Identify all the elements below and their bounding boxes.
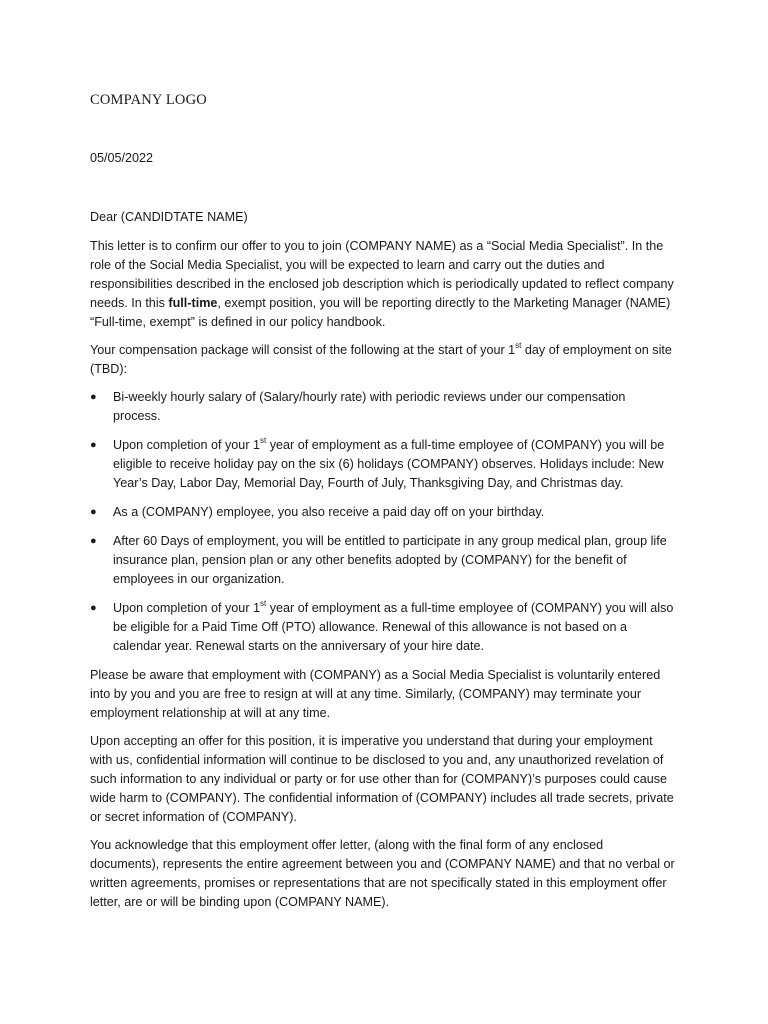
- list-item: ● Bi-weekly hourly salary of (Salary/hourly rate) with periodic reviews under our compensation process.: [90, 390, 626, 423]
- intro-paragraph: This letter is to confirm our offer to you to join (COMPANY NAME) as a “Social Media Specialist”. In the role of the Social Media Specialist, you will be expected to learn and carry out the duties and responsibilities described in the enclosed job description which is periodically updated to reflect company needs. In this full-time, exempt position, you will be reporting directly to the Marketing Manager (NAME) “Full-time, exempt” is defined in our policy handbook.: [90, 239, 674, 329]
- confidentiality-paragraph: Upon accepting an offer for this position, it is imperative you understand that during your employment with us, confidential information will continue to be disclosed to you and, any unauthorized revelation of such information to any individual or party or for use other than for (COMPANY)’s purposes could cause wide harm to (COMPANY). The confidential information of (COMPANY) includes all trade secrets, private or secret information of (COMPANY).: [90, 734, 674, 824]
- list-item: ● Upon completion of your 1st year of employment as a full-time employee of (COMPANY) you will also be eligible for a Paid Time Off (PTO) allowance. Renewal of this allowance is not based on a calendar year. Renewal starts on the anniversary of your hire date.: [90, 599, 674, 653]
- bullet-icon: ●: [90, 535, 97, 547]
- acknowledgement-paragraph: You acknowledge that this employment offer letter, (along with the final form of any enclosed documents), represents the entire agreement between you and (COMPANY NAME) and that no verbal or written agreements, promises or representations that are not specifically stated in this employment offer letter, are or will be binding upon (COMPANY NAME).: [90, 838, 675, 909]
- bullet-icon: ●: [90, 506, 97, 518]
- offer-letter-page: [90, 0, 675, 1024]
- compensation-paragraph: Your compensation package will consist of the following at the start of your 1st day of employment on site (TBD):: [90, 341, 672, 376]
- list-item: ● Upon completion of your 1st year of employment as a full-time employee of (COMPANY) you will be eligible to receive holiday pay on the six (6) holidays (COMPANY) observes. Holidays include: New Year’s Day, Labor Day, Memorial Day, Fourth of July, Thanksgiving Day, and Christmas day.: [90, 436, 665, 490]
- benefits-list: [90, 388, 675, 656]
- at-will-paragraph: Please be aware that employment with (COMPANY) as a Social Media Specialist is voluntarily entered into by you and you are free to resign at will at any time. Similarly, (COMPANY) may terminate your employment relationship at will at any time.: [90, 668, 661, 720]
- full-time-emphasis: full-time: [168, 296, 218, 310]
- salutation: Dear (CANDIDTATE NAME): [90, 210, 248, 224]
- letter-date: 05/05/2022: [90, 151, 154, 165]
- bullet-icon: ●: [90, 391, 97, 403]
- list-item: ● After 60 Days of employment, you will be entitled to participate in any group medical plan, group life insurance plan, pension plan or any other benefits adopted by (COMPANY) for the benefit of employees in our organization.: [90, 534, 667, 586]
- list-item: ● As a (COMPANY) employee, you also receive a paid day off on your birthday.: [90, 503, 675, 522]
- bullet-icon: ●: [90, 602, 97, 614]
- letter-body: [90, 208, 675, 921]
- company-logo: COMPANY LOGO: [90, 92, 207, 108]
- bullet-icon: ●: [90, 439, 97, 451]
